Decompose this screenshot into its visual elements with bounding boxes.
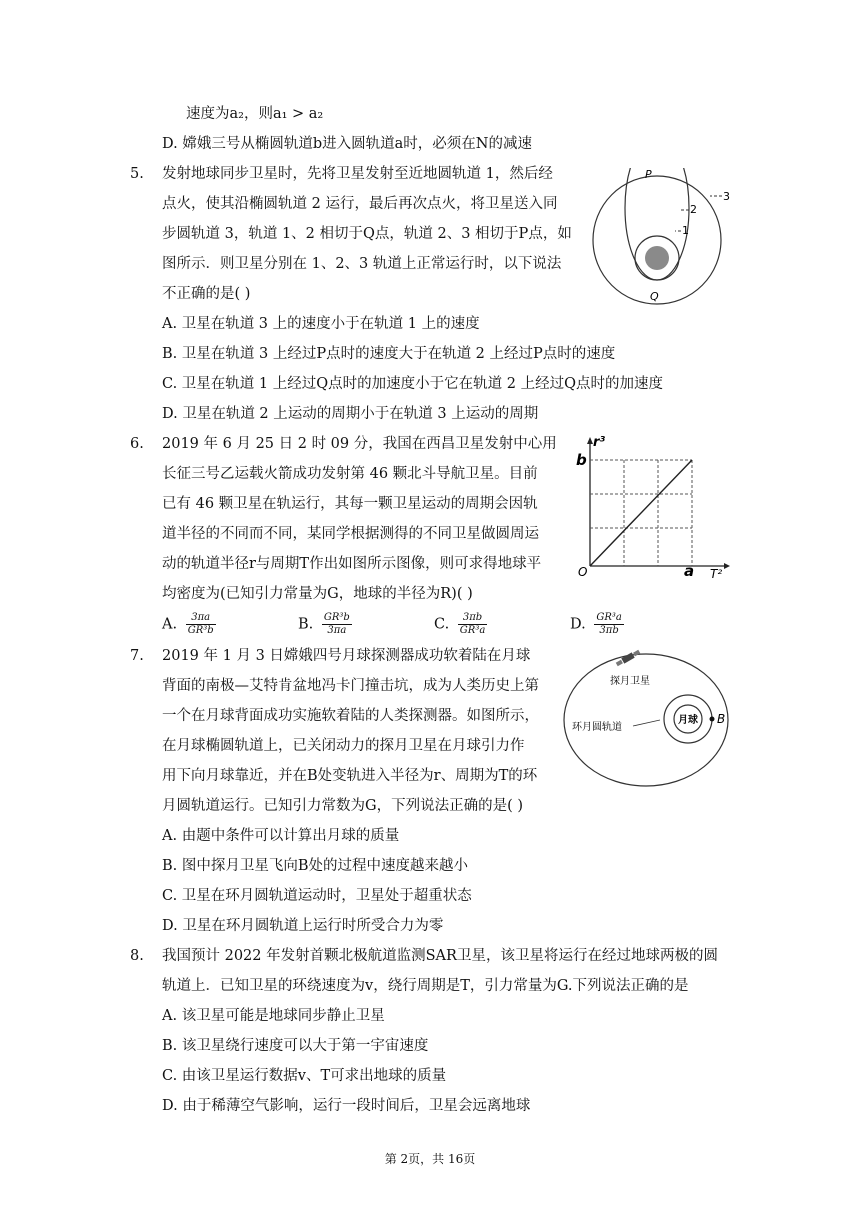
q5-option-b: B. 卫星在轨道 3 上经过P点时的速度大于在轨道 2 上经过P点时的速度 <box>162 346 616 362</box>
q5-line-3: 步圆轨道 3，轨道 1、2 相切于Q点，轨道 2、3 相切于P点，如 <box>162 226 572 242</box>
q5-option-d: D. 卫星在轨道 2 上运动的周期小于在轨道 3 上运动的周期 <box>162 406 539 422</box>
a-label: a <box>684 562 695 580</box>
q6-option-c-label: C. <box>434 616 450 633</box>
label-1: 1 <box>682 224 689 237</box>
x-axis-label: T² <box>710 567 723 580</box>
q7-option-c: C. 卫星在环月圆轨道运动时，卫星处于超重状态 <box>162 888 472 904</box>
q5-option-c: C. 卫星在轨道 1 上经过Q点时的加速度小于它在轨道 2 上经过Q点时的加速度 <box>162 376 663 392</box>
q6-option-b-label: B. <box>298 616 314 633</box>
q7-line-3: 一个在月球背面成功实施软着陆的人类探测器。如图所示， <box>162 708 539 724</box>
q6-line-1: 2019 年 6 月 25 日 2 时 09 分，我国在西昌卫星发射中心用 <box>162 436 557 452</box>
label-q: Q <box>650 290 659 303</box>
q5-line-4: 图所示．则卫星分别在 1、2、3 轨道上正常运行时，以下说法 <box>162 256 562 272</box>
q5-line-2: 点火，使其沿椭圆轨道 2 运行，最后再次点火，将卫星送入同 <box>162 196 558 212</box>
q6-line-4: 道半径的不同而不同，某同学根据测得的不同卫星做圆周运 <box>162 526 539 542</box>
q6-option-a-fraction <box>186 612 216 637</box>
q6-number: 6. <box>130 436 144 452</box>
b-label: b <box>576 451 587 469</box>
earth <box>645 246 669 270</box>
moon-label: 月球 <box>678 715 698 726</box>
elliptical-orbit <box>564 654 728 786</box>
q6-option-a-den: GR³b <box>187 625 214 636</box>
q5-orbit-figure <box>585 168 730 313</box>
prev-option-d: D. 嫦娥三号从椭圆轨道b进入圆轨道a时，必须在N的减速 <box>162 136 532 152</box>
q7-orbit-figure <box>558 648 736 796</box>
q6-option-b <box>298 612 352 637</box>
q6-option-a-num: 3πa <box>186 612 216 625</box>
q6-option-c-fraction <box>458 612 488 637</box>
x-axis-arrow <box>724 563 730 569</box>
orbit-leader <box>633 720 660 726</box>
q8-number: 8. <box>130 948 144 964</box>
q7-line-1: 2019 年 1 月 3 日嫦娥四号月球探测器成功软着陆在月球 <box>162 648 531 664</box>
q6-option-a-label: A. <box>162 616 178 633</box>
q8-line-1: 我国预计 2022 年发射首颗北极航道监测SAR卫星，该卫星将运行在经过地球两极的圆 <box>162 948 718 964</box>
q7-line-5: 用下向月球靠近，并在B处变轨进入半径为r、周期为T的环 <box>162 768 538 784</box>
q6-option-a <box>162 612 216 637</box>
q5-option-a: A. 卫星在轨道 3 上的速度小于在轨道 1 上的速度 <box>162 316 480 332</box>
q6-option-d <box>570 612 624 637</box>
q7-option-d: D. 卫星在环月圆轨道上运行时所受合力为零 <box>162 918 444 934</box>
q8-line-2: 轨道上．已知卫星的环绕速度为v，绕行周期是T，引力常量为G.下列说法正确的是 <box>162 978 689 994</box>
point-b <box>710 717 715 722</box>
q6-option-b-num: GR³b <box>323 612 350 623</box>
q8-option-d: D. 由于稀薄空气影响，运行一段时间后，卫星会远离地球 <box>162 1098 531 1114</box>
q7-option-b: B. 图中探月卫星飞向B处的过程中速度越来越小 <box>162 858 469 874</box>
q6-option-b-fraction <box>322 612 352 637</box>
b-label: B <box>717 712 726 726</box>
q8-option-c: C. 由该卫星运行数据v、T可求出地球的质量 <box>162 1068 447 1084</box>
q6-option-c-num: 3πb <box>458 612 488 625</box>
q5-line-5: 不正确的是( ) <box>162 286 251 302</box>
q7-line-6: 月圆轨道运行。已知引力常数为G，下列说法正确的是( ) <box>162 798 524 814</box>
satellite-label: 探月卫星 <box>610 676 650 687</box>
page-footer: 第 2页，共 16页 <box>384 1152 476 1166</box>
q6-graph-figure <box>568 432 734 580</box>
q7-number: 7. <box>130 648 144 664</box>
q6-line-3: 已有 46 颗卫星在轨运行，其每一颗卫星运动的周期会因轨 <box>162 496 538 512</box>
q6-option-c-den: GR³a <box>459 625 486 636</box>
q6-line-6: 均密度为(已知引力常量为G，地球的半径为R)( ) <box>162 586 473 602</box>
q6-option-d-fraction <box>594 612 624 637</box>
q8-option-b: B. 该卫星绕行速度可以大于第一宇宙速度 <box>162 1038 429 1054</box>
prev-continuation: 速度为a₂，则a₁ > a₂ <box>186 106 324 122</box>
q5-number: 5. <box>130 166 144 182</box>
q6-option-c <box>434 612 487 637</box>
data-line <box>590 460 692 566</box>
q6-option-d-num: GR³a <box>596 612 622 623</box>
q7-option-a: A. 由题中条件可以计算出月球的质量 <box>162 828 400 844</box>
q7-line-4: 在月球椭圆轨道上，已关闭动力的探月卫星在月球引力作 <box>162 738 525 754</box>
label-p: P <box>645 168 652 181</box>
q6-option-d-label: D. <box>570 616 586 633</box>
q7-line-2: 背面的南极—艾特肯盆地冯卡门撞击坑，成为人类历史上第 <box>162 678 539 694</box>
q6-line-2: 长征三号乙运载火箭成功发射第 46 颗北斗导航卫星。目前 <box>162 466 538 482</box>
label-2: 2 <box>690 203 697 216</box>
q6-line-5: 动的轨道半径r与周期T作出如图所示图像，则可求得地球平 <box>162 556 542 572</box>
origin-label: O <box>578 565 588 579</box>
q5-line-1: 发射地球同步卫星时，先将卫星发射至近地圆轨道 1，然后经 <box>162 166 553 182</box>
q6-option-b-den: 3πa <box>327 625 347 636</box>
orbit-3 <box>593 176 721 304</box>
q6-option-d-den: 3πb <box>599 625 619 636</box>
orbit-label: 环月圆轨道 <box>572 722 622 733</box>
label-3: 3 <box>723 190 730 203</box>
y-axis-label: r³ <box>593 435 606 450</box>
q8-option-a: A. 该卫星可能是地球同步静止卫星 <box>162 1008 385 1024</box>
